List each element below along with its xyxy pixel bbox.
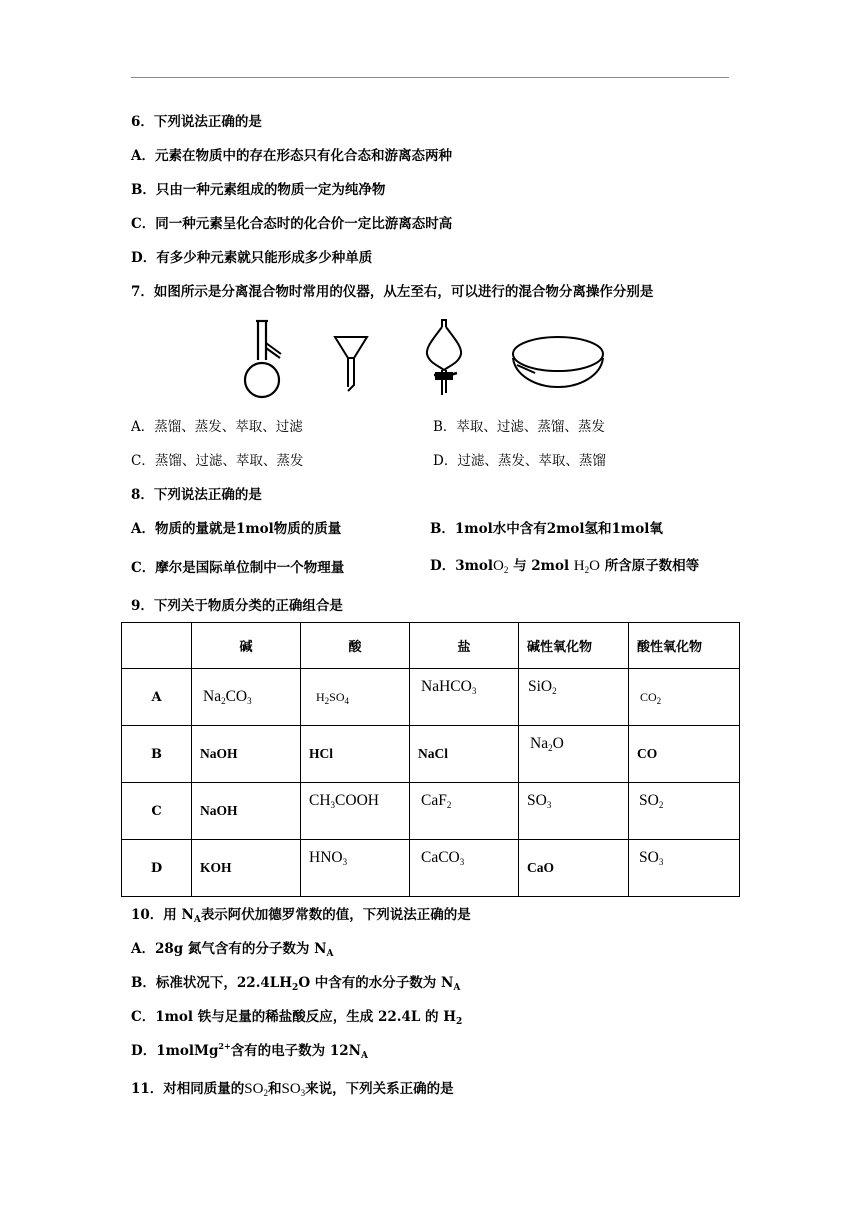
q11-f2-sub: 3 — [300, 1088, 306, 1098]
c-c5s: 2 — [658, 800, 664, 810]
q10-a-prefix: A．28g 氮气含有的分子数为 N — [131, 941, 327, 957]
classification-table — [121, 622, 740, 897]
table-row — [122, 726, 740, 783]
c-c2: CH — [309, 792, 331, 809]
q10-option-a — [131, 940, 333, 958]
cell-a-base — [192, 669, 301, 726]
q11-f2: SO — [281, 1081, 301, 1097]
header-base: 碱 — [192, 623, 301, 669]
cell-a-basic-oxide — [519, 669, 629, 726]
q8-d-mid: 与 2mol — [513, 558, 570, 574]
b-c2: HCl — [309, 746, 334, 761]
q8-d-prefix: D．3mol — [430, 558, 494, 574]
header-acidic-oxide: 酸性氧化物 — [629, 623, 740, 669]
q11-mid: 和 — [267, 1081, 282, 1097]
table-row — [122, 783, 740, 840]
distillation-flask-icon — [245, 321, 281, 397]
a-c3: NaHCO — [421, 678, 472, 695]
cell-c-acid-formula — [309, 792, 379, 809]
a-c5: CO — [640, 689, 657, 704]
d-c2: HNO — [309, 849, 343, 866]
q10-a-sub: A — [326, 949, 334, 959]
q11-f1-sub: 2 — [263, 1088, 268, 1098]
q8-d-formula-o2 — [493, 558, 508, 574]
b-c4s: 2 — [548, 743, 553, 753]
cell-a-basic-oxide-formula — [527, 678, 557, 695]
cell-d-salt-formula — [418, 849, 464, 866]
q8-d-formula-h2o — [574, 558, 600, 574]
cell-a-base-formula — [200, 688, 252, 705]
q6-option-b: B．只由一种元素组成的物质一定为纯净物 — [131, 182, 386, 198]
q7-option-a: A．蒸馏、蒸发、萃取、过滤 — [131, 419, 303, 435]
d-c5s: 3 — [658, 857, 664, 867]
d-c3: CaCO — [421, 849, 460, 866]
q6-option-a: A．元素在物质中的存在形态只有化合态和游离态两种 — [131, 148, 452, 164]
q10-b-prefix: B．标准状况下，22.4LH — [131, 975, 293, 991]
cell-d-basic-oxide — [519, 840, 629, 897]
q10-b-sub: 2 — [292, 983, 299, 993]
cell-b-basic-oxide-formula — [527, 735, 564, 752]
q10-option-c — [131, 1008, 462, 1026]
cell-b-acid — [301, 726, 410, 783]
q10-c-prefix: C．1mol 铁与足量的稀盐酸反应，生成 22.4L 的 H — [131, 1009, 456, 1025]
header-basic-oxide: 碱性氧化物 — [519, 623, 629, 669]
c-c3s: 2 — [446, 800, 452, 810]
q8-stem: 8．下列说法正确的是 — [131, 487, 262, 503]
q10-option-d — [131, 1042, 368, 1060]
apparatus-figure — [235, 315, 615, 405]
cell-b-salt — [410, 726, 519, 783]
table-row — [122, 669, 740, 726]
b-c3: NaCl — [418, 746, 448, 761]
b-c5: CO — [637, 746, 658, 761]
q10-b-suffix: O 中含有的水分子数为 N — [298, 975, 454, 991]
a-c3s: 3 — [471, 686, 477, 696]
q8-d-f2a: H — [573, 558, 585, 574]
c-c4: SO — [527, 792, 547, 809]
a-c1: Na — [203, 688, 222, 705]
d-c1: KOH — [200, 860, 232, 875]
cell-a-acidic-oxide — [629, 669, 740, 726]
q8-d-suffix: 所含原子数相等 — [604, 558, 700, 574]
cell-d-acid — [301, 840, 410, 897]
d-c5: SO — [639, 849, 659, 866]
c-c3: CaF — [421, 792, 447, 809]
q10-stem-sub: A — [193, 915, 201, 925]
q11-stem — [131, 1080, 454, 1098]
row-label-c: C — [122, 783, 192, 840]
cell-c-acidic-oxide — [629, 783, 740, 840]
d-c3s: 3 — [459, 857, 465, 867]
d-c4: CaO — [527, 860, 554, 875]
q8-d-f2b: O — [589, 558, 600, 574]
d-c2s: 3 — [342, 857, 348, 867]
q8-option-b: B．1mol水中含有2mol氢和1mol氧 — [430, 521, 663, 537]
c-c2b: COOH — [335, 792, 379, 809]
q8-option-a: A．物质的量就是1mol物质的质量 — [131, 521, 342, 537]
separatory-funnel-icon — [427, 320, 461, 395]
q10-b-sub2: A — [453, 983, 461, 993]
funnel-icon — [335, 337, 367, 391]
evaporating-dish-icon — [513, 337, 603, 387]
q11-formula-so3 — [281, 1081, 305, 1097]
q10-c-sub: 2 — [455, 1017, 463, 1027]
cell-c-acidic-oxide-formula — [637, 792, 663, 809]
q10-d-suffix: 含有的电子数为 12N — [230, 1043, 362, 1059]
a-c2: H — [316, 689, 325, 704]
q11-stem-prefix: 11．对相同质量的 — [131, 1081, 245, 1097]
b-c4: Na — [530, 735, 549, 752]
cell-a-acidic-oxide-formula — [637, 690, 661, 704]
cell-b-base — [192, 726, 301, 783]
a-c4: SiO — [528, 678, 553, 695]
cell-d-acid-formula — [309, 849, 347, 866]
table-row — [122, 840, 740, 897]
b-c4b: O — [552, 735, 564, 752]
cell-a-salt-formula — [418, 678, 476, 695]
row-label-d: D — [122, 840, 192, 897]
c-c4s: 3 — [546, 800, 552, 810]
row-label-a: A — [122, 669, 192, 726]
q6-option-d: D．有多少种元素就只能形成多少种单质 — [131, 250, 373, 266]
cell-a-acid-formula — [309, 690, 349, 704]
q6-stem: 6．下列说法正确的是 — [131, 114, 262, 130]
a-c4s: 2 — [552, 686, 557, 696]
c-c5: SO — [639, 792, 659, 809]
q8-option-c: C．摩尔是国际单位制中一个物理量 — [131, 560, 345, 576]
a-c5s: 2 — [656, 695, 662, 706]
table-corner-cell — [122, 623, 192, 669]
cell-d-salt — [410, 840, 519, 897]
q10-option-b — [131, 974, 460, 992]
a-c1bs: 3 — [247, 696, 252, 706]
cell-c-base — [192, 783, 301, 840]
cell-a-acid — [301, 669, 410, 726]
q8-option-d — [430, 557, 699, 575]
cell-c-salt-formula — [418, 792, 451, 809]
q10-stem-suffix: 表示阿伏加德罗常数的值，下列说法正确的是 — [200, 907, 471, 923]
apparatus-svg — [235, 315, 615, 405]
header-acid: 酸 — [301, 623, 410, 669]
b-c1: NaOH — [200, 746, 238, 761]
header-salt: 盐 — [410, 623, 519, 669]
q7-stem: 7．如图所示是分离混合物时常用的仪器，从左至右，可以进行的混合物分离操作分别是 — [131, 284, 654, 300]
header-rule — [131, 77, 729, 78]
cell-b-acidic-oxide — [629, 726, 740, 783]
a-c2b: SO — [329, 689, 345, 704]
a-c1b: CO — [225, 688, 248, 705]
cell-a-salt — [410, 669, 519, 726]
cell-c-basic-oxide — [519, 783, 629, 840]
cell-c-acid — [301, 783, 410, 840]
c-c2s: 3 — [330, 800, 336, 810]
cell-c-salt — [410, 783, 519, 840]
q7-option-b: B．萃取、过滤、蒸馏、蒸发 — [433, 419, 605, 435]
q11-stem-suffix: 来说，下列关系正确的是 — [305, 1081, 454, 1097]
q10-stem — [131, 906, 471, 924]
cell-b-basic-oxide — [519, 726, 629, 783]
q10-stem-prefix: 10．用 N — [131, 907, 194, 923]
q11-f1: SO — [244, 1081, 264, 1097]
cell-d-acidic-oxide — [629, 840, 740, 897]
q8-d-f2-sub: 2 — [584, 565, 590, 575]
cell-c-basic-oxide-formula — [527, 792, 551, 809]
a-c1s: 2 — [221, 696, 226, 706]
q6-option-c: C．同一种元素呈化合态时的化合价一定比游离态时高 — [131, 216, 453, 232]
q10-d-sub: A — [361, 1051, 368, 1061]
table-header-row — [122, 623, 740, 669]
q7-option-d: D．过滤、蒸发、萃取、蒸馏 — [433, 453, 606, 469]
q8-d-f1-sub: 2 — [503, 565, 509, 575]
cell-d-acidic-oxide-formula — [637, 849, 663, 866]
row-label-b: B — [122, 726, 192, 783]
a-c2bs: 4 — [344, 695, 350, 706]
q7-option-c: C．蒸馏、过滤、萃取、蒸发 — [131, 453, 304, 469]
q9-stem: 9．下列关于物质分类的正确组合是 — [131, 598, 343, 614]
q8-d-f1: O — [493, 558, 504, 574]
q10-d-sup: 2+ — [218, 1041, 231, 1051]
q10-d-prefix: D．1molMg — [131, 1043, 219, 1059]
c-c1: NaOH — [200, 803, 238, 818]
q11-formula-so2 — [244, 1081, 268, 1097]
cell-d-base — [192, 840, 301, 897]
a-c2s: 2 — [324, 695, 330, 706]
